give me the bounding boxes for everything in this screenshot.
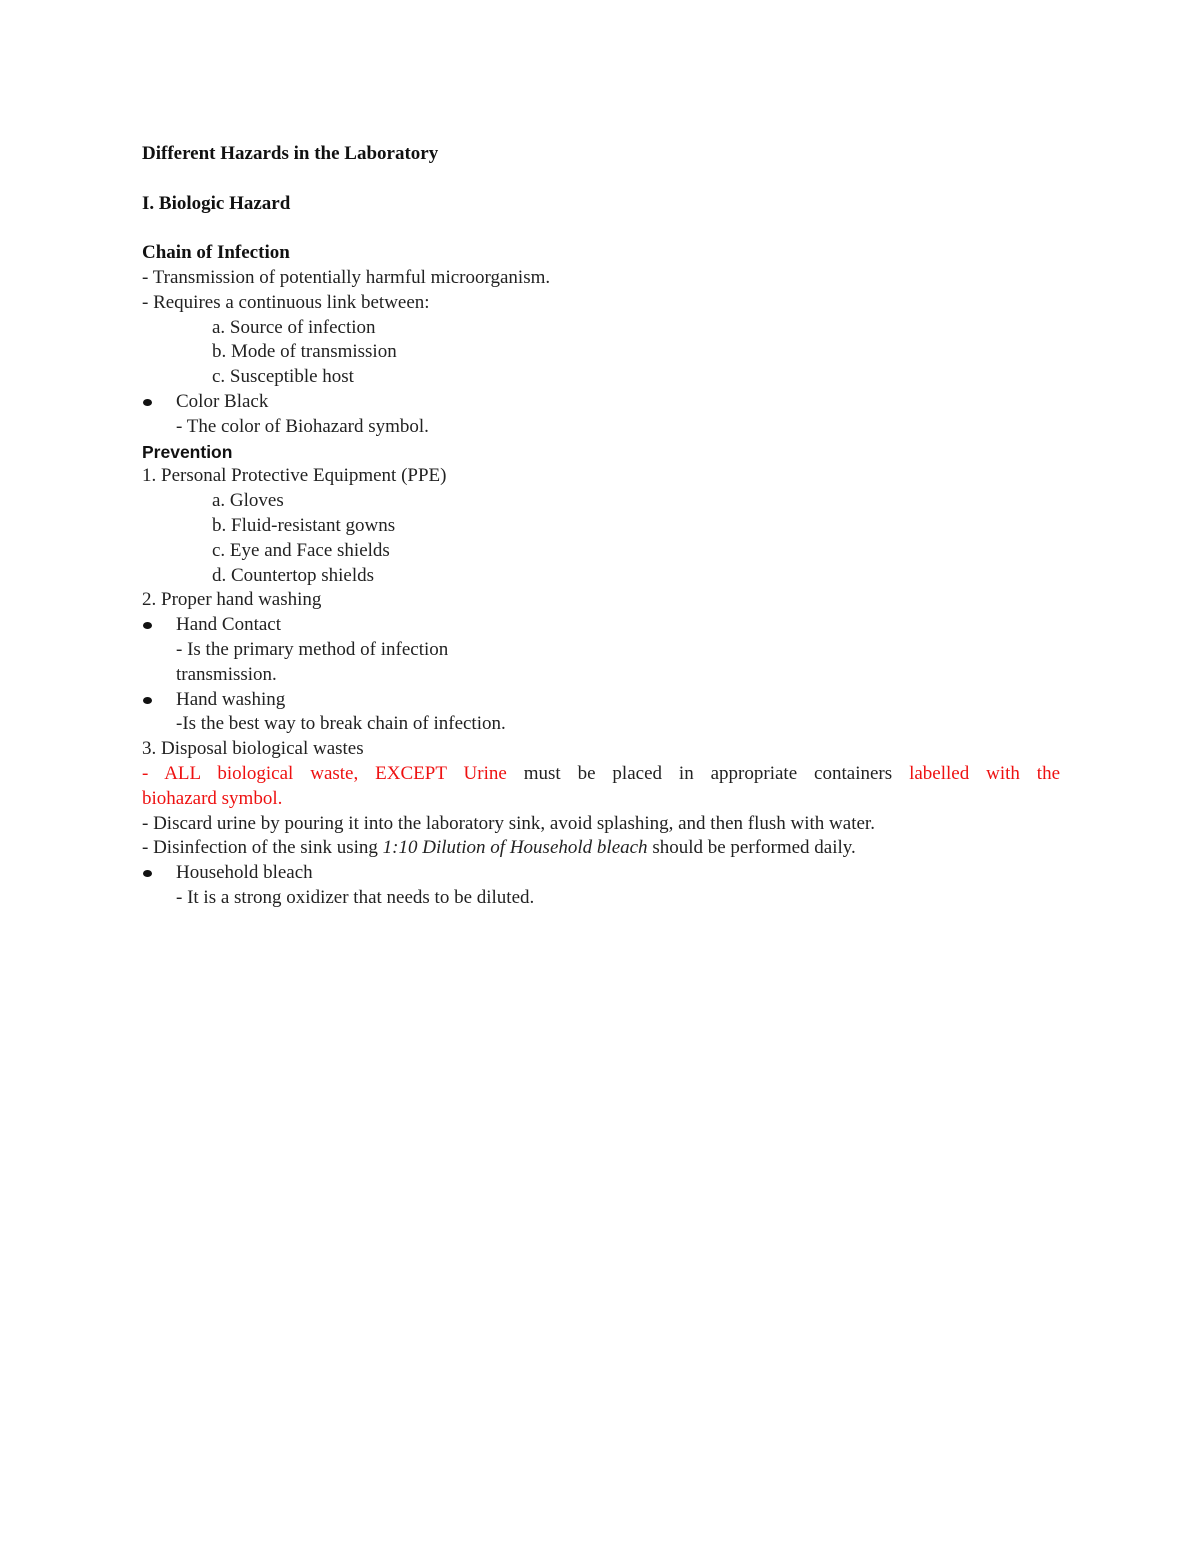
bullet-label: Household bleach <box>176 862 313 884</box>
ppe-item-c: c. Eye and Face shields <box>212 539 390 561</box>
bullet-icon <box>143 399 152 406</box>
chain-item-b: b. Mode of transmission <box>212 341 397 363</box>
bullet-label: Color Black <box>176 390 269 412</box>
waste-rule-line-2: biohazard symbol. <box>142 787 283 809</box>
chain-line-1: - Transmission of potentially harmful microorganism. <box>142 266 551 288</box>
disinfection-pre: - Disinfection of the sink using <box>142 837 378 859</box>
prevention-heading: Prevention <box>142 441 233 462</box>
ppe-item-b: b. Fluid-resistant gowns <box>212 514 396 536</box>
spacer <box>142 167 1060 192</box>
chain-heading: Chain of Infection <box>142 242 290 264</box>
bullet-household-bleach <box>142 861 1060 886</box>
ppe-heading: 1. Personal Protective Equipment (PPE) <box>142 465 447 487</box>
hand-contact-desc-1: - Is the primary method of infection <box>176 638 449 660</box>
bullet-hand-washing <box>142 688 1060 713</box>
bullet-icon <box>143 697 152 704</box>
chain-item-c: c. Susceptible host <box>212 366 354 388</box>
hand-washing-desc: -Is the best way to break chain of infection. <box>176 713 506 735</box>
section-heading-biologic: I. Biologic Hazard <box>142 192 291 214</box>
waste-rule-line-1 <box>142 762 1060 787</box>
document-title: Different Hazards in the Laboratory <box>142 143 439 164</box>
disinfection-text <box>142 836 1060 861</box>
hand-contact-desc-2: transmission. <box>176 663 277 685</box>
bullet-label: Hand washing <box>176 688 286 710</box>
discard-urine-text: - Discard urine by pouring it into the laboratory sink, avoid splashing, and then flush with water. <box>142 812 875 834</box>
waste-labelled-text: labelled with the <box>909 762 1060 784</box>
ppe-item-d: d. Countertop shields <box>212 564 375 586</box>
bullet-hand-contact <box>142 613 1060 638</box>
waste-except-text: EXCEPT Urine <box>375 762 507 784</box>
ppe-item-a: a. Gloves <box>212 490 284 512</box>
bullet-color-black <box>142 390 1060 415</box>
bleach-desc: - It is a strong oxidizer that needs to be diluted. <box>176 886 535 908</box>
waste-placed-text: must be placed in appropriate containers <box>523 762 893 784</box>
disinfection-post: should be performed daily. <box>652 837 856 859</box>
waste-all-text: - ALL biological waste, <box>142 762 359 784</box>
disposal-heading: 3. Disposal biological wastes <box>142 738 364 760</box>
bullet-desc: - The color of Biohazard symbol. <box>176 415 429 437</box>
document-content <box>142 142 1060 911</box>
spacer <box>142 216 1060 241</box>
chain-item-a: a. Source of infection <box>212 316 376 338</box>
disinfection-dilution: 1:10 Dilution of Household bleach <box>382 837 648 859</box>
bullet-label: Hand Contact <box>176 614 282 636</box>
handwash-heading: 2. Proper hand washing <box>142 589 322 611</box>
bullet-icon <box>143 622 152 629</box>
bullet-icon <box>143 870 152 877</box>
chain-line-2: - Requires a continuous link between: <box>142 291 430 313</box>
